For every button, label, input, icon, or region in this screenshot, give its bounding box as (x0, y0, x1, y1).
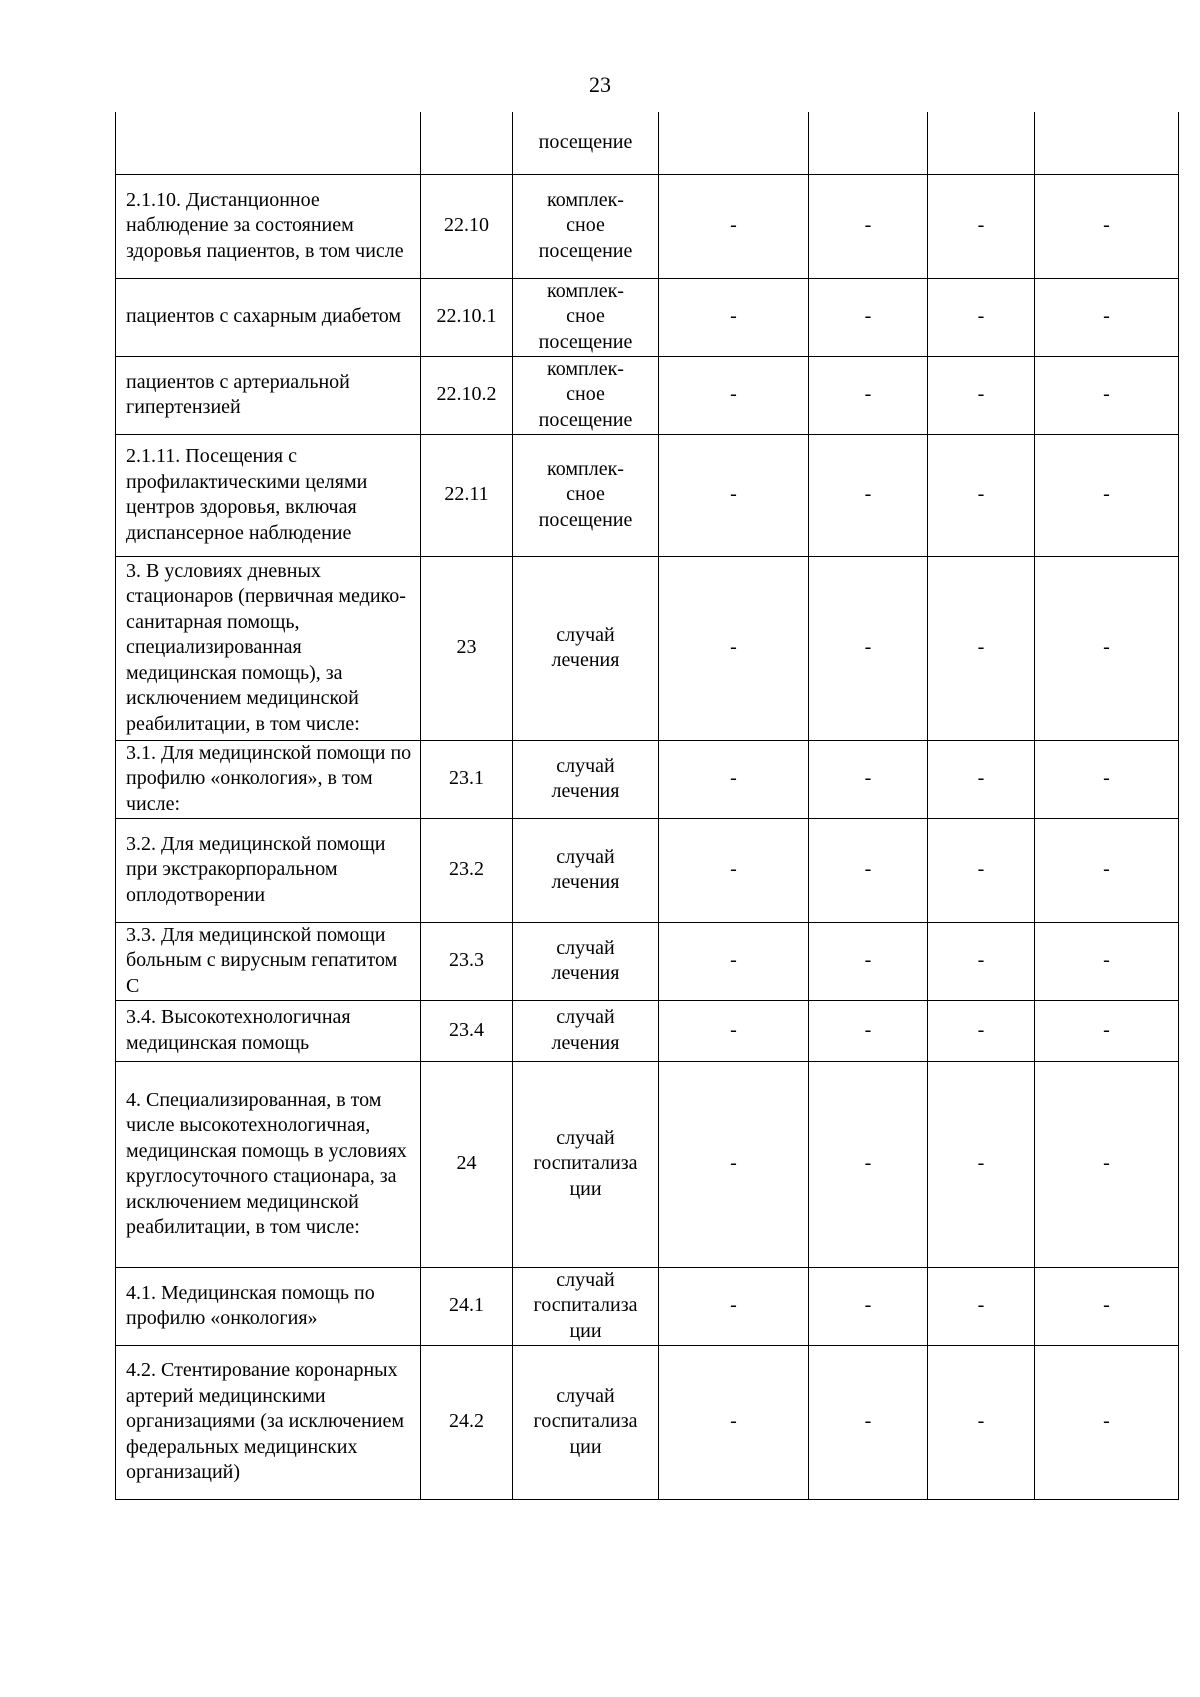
table-row (116, 1000, 1179, 1061)
data-table (115, 112, 1179, 1500)
table-row (116, 740, 1179, 818)
unit-text-line: случай (556, 754, 615, 777)
row-value-cell: - (809, 556, 928, 740)
row-unit-cell (513, 1345, 659, 1499)
unit-text-line: сное (566, 214, 605, 237)
row-value-cell: - (659, 818, 809, 922)
unit-text-line: сное (566, 305, 605, 328)
row-value-cell: - (1035, 434, 1179, 556)
table-row (116, 922, 1179, 1000)
row-value-cell: - (1035, 818, 1179, 922)
row-value-cell: - (659, 1345, 809, 1499)
unit-text-line: случай (556, 1268, 615, 1291)
table-row (116, 1345, 1179, 1499)
row-unit-cell (513, 112, 659, 174)
row-value-cell: - (659, 434, 809, 556)
row-code-cell: 24.1 (421, 1267, 513, 1345)
row-code-cell: 23.3 (421, 922, 513, 1000)
unit-text-line: случай (556, 1006, 615, 1028)
row-value-cell: - (809, 1267, 928, 1345)
unit-text-line: лечения (551, 871, 620, 893)
row-value-cell: - (659, 278, 809, 356)
row-name-cell: 4.1. Медицинская помощь по профилю «онкология» (116, 1267, 421, 1345)
row-name-cell (116, 112, 421, 174)
row-value-cell: - (1035, 922, 1179, 1000)
row-code-cell: 24.2 (421, 1345, 513, 1499)
table-row (116, 1267, 1179, 1345)
table-row (116, 112, 1179, 174)
row-code-cell: 23 (421, 556, 513, 740)
row-code-cell: 23.2 (421, 818, 513, 922)
unit-text-line: случай (556, 1384, 615, 1407)
row-value-cell: - (809, 278, 928, 356)
unit-text-line: лечения (551, 649, 620, 671)
row-value-cell: - (809, 740, 928, 818)
row-value-cell: - (809, 1345, 928, 1499)
row-value-cell: - (809, 434, 928, 556)
row-value-cell: - (1035, 174, 1179, 278)
unit-text-line: сное (566, 383, 605, 406)
row-value-cell (1035, 112, 1179, 174)
unit-text-line: посещение (538, 408, 633, 431)
row-value-cell: - (928, 1000, 1035, 1061)
row-code-cell: 22.11 (421, 434, 513, 556)
row-code-cell: 23.4 (421, 1000, 513, 1061)
row-value-cell: - (659, 1061, 809, 1267)
row-value-cell: - (1035, 1061, 1179, 1267)
unit-text-line: комплек- (547, 457, 624, 480)
row-value-cell: - (659, 740, 809, 818)
unit-text-line: госпитализа (533, 1294, 638, 1317)
row-value-cell (659, 112, 809, 174)
row-unit-cell (513, 434, 659, 556)
row-value-cell: - (1035, 278, 1179, 356)
table-row (116, 174, 1179, 278)
row-value-cell: - (928, 922, 1035, 1000)
row-name-cell: пациентов с артериальной гипертензией (116, 356, 421, 434)
unit-text-line: комплек- (547, 279, 624, 302)
row-value-cell: - (928, 556, 1035, 740)
row-value-cell: - (659, 356, 809, 434)
row-code-cell (421, 112, 513, 174)
row-value-cell: - (1035, 1000, 1179, 1061)
row-value-cell: - (928, 434, 1035, 556)
row-unit-cell (513, 922, 659, 1000)
row-name-cell: 2.1.10. Дистанционное наблюдение за состоянием здоровья пациентов, в том числе (116, 174, 421, 278)
row-code-cell: 24 (421, 1061, 513, 1267)
row-value-cell: - (1035, 1267, 1179, 1345)
unit-text-line: сное (566, 483, 605, 506)
row-value-cell: - (809, 818, 928, 922)
row-name-cell: 3.2. Для медицинской помощи при экстракорпоральном оплодотворении (116, 818, 421, 922)
row-unit-cell (513, 818, 659, 922)
row-value-cell: - (809, 356, 928, 434)
row-value-cell: - (928, 740, 1035, 818)
unit-text-line: посещение (538, 508, 633, 531)
unit-text-line: ции (569, 1177, 602, 1200)
unit-text-line: случай (556, 623, 615, 646)
row-name-cell: 3.3. Для медицинской помощи больным с вирусным гепатитом С (116, 922, 421, 1000)
table-row (116, 356, 1179, 434)
unit-text-line: лечения (551, 962, 620, 984)
row-value-cell: - (659, 556, 809, 740)
unit-text-line: лечения (551, 780, 620, 802)
row-value-cell (928, 112, 1035, 174)
row-unit-cell (513, 1061, 659, 1267)
table-row (116, 434, 1179, 556)
row-unit-cell (513, 1267, 659, 1345)
unit-text-line: посещение (538, 330, 633, 353)
row-name-cell: 2.1.11. Посещения с профилактическими целями центров здоровья, включая диспансерное наблюдение (116, 434, 421, 556)
row-value-cell: - (659, 1000, 809, 1061)
unit-text-line: госпитализа (533, 1152, 638, 1175)
table-row (116, 1061, 1179, 1267)
table-row (116, 818, 1179, 922)
row-value-cell: - (1035, 556, 1179, 740)
row-name-cell: 3.1. Для медицинской помощи по профилю «онкология», в том числе: (116, 740, 421, 818)
unit-text-line: комплек- (547, 357, 624, 380)
row-value-cell: - (928, 818, 1035, 922)
unit-text-line: ции (569, 1319, 602, 1342)
row-value-cell: - (659, 174, 809, 278)
unit-text-line: случай (556, 936, 615, 959)
row-value-cell: - (809, 174, 928, 278)
row-name-cell: 3.4. Высокотехнологичная медицинская помощь (116, 1000, 421, 1061)
unit-text-line: посещение (538, 239, 633, 262)
row-unit-cell (513, 556, 659, 740)
unit-text-line: лечения (551, 1031, 620, 1054)
row-unit-cell (513, 278, 659, 356)
row-code-cell: 22.10.2 (421, 356, 513, 434)
row-name-cell: 4.2. Стентирование коронарных артерий медицинскими организациями (за исключением федеральных медицинских организаций) (116, 1345, 421, 1499)
row-unit-cell (513, 1000, 659, 1061)
row-unit-cell (513, 174, 659, 278)
row-value-cell (809, 112, 928, 174)
row-value-cell: - (809, 1000, 928, 1061)
row-unit-cell (513, 740, 659, 818)
row-value-cell: - (928, 1061, 1035, 1267)
row-value-cell: - (928, 174, 1035, 278)
row-value-cell: - (1035, 356, 1179, 434)
page-number: 23 (589, 72, 611, 97)
row-unit-cell (513, 356, 659, 434)
unit-text-line: случай (556, 845, 615, 868)
row-code-cell: 22.10.1 (421, 278, 513, 356)
unit-text-line: ции (569, 1435, 602, 1458)
row-value-cell: - (809, 1061, 928, 1267)
row-value-cell: - (1035, 740, 1179, 818)
row-value-cell: - (659, 1267, 809, 1345)
unit-text-line: комплек- (547, 188, 624, 211)
row-name-cell: 3. В условиях дневных стационаров (первичная медико-санитарная помощь, специализированная медицинская помощь), за исключением медицинской реабилитации, в том числе: (116, 556, 421, 740)
unit-text-line: случай (556, 1126, 615, 1149)
row-name-cell: пациентов с сахарным диабетом (116, 278, 421, 356)
table-row (116, 278, 1179, 356)
row-value-cell: - (809, 922, 928, 1000)
table-row (116, 556, 1179, 740)
row-value-cell: - (928, 356, 1035, 434)
row-value-cell: - (1035, 1345, 1179, 1499)
row-code-cell: 22.10 (421, 174, 513, 278)
unit-text-line: госпитализа (533, 1410, 638, 1433)
row-value-cell: - (659, 922, 809, 1000)
row-code-cell: 23.1 (421, 740, 513, 818)
row-value-cell: - (928, 1345, 1035, 1499)
row-name-cell: 4. Специализированная, в том числе высокотехнологичная, медицинская помощь в условиях круглосуточного стационара, за исключением медицинской реабилитации, в том числе: (116, 1061, 421, 1267)
unit-text-line: посещение (538, 131, 633, 153)
row-value-cell: - (928, 1267, 1035, 1345)
row-value-cell: - (928, 278, 1035, 356)
